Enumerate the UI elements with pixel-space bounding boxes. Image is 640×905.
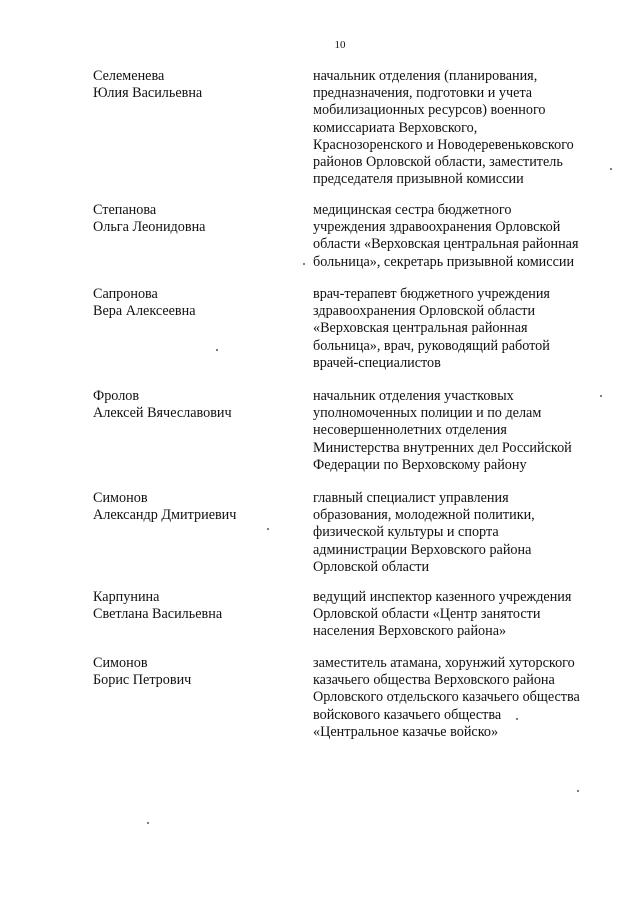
position-line: главный специалист управления — [313, 490, 509, 506]
scan-speck — [216, 349, 218, 351]
page-number: 10 — [334, 39, 346, 51]
scan-speck — [516, 718, 518, 720]
position-line: учреждения здравоохранения Орловской — [313, 219, 561, 236]
position-line: начальник отделения участковых — [313, 388, 514, 404]
member-given-names: Юлия Васильевна — [93, 85, 203, 102]
position-line: «Центральное казачье войско» — [313, 723, 499, 740]
position-line: председателя призывной комиссии — [313, 171, 524, 188]
member-name — [93, 655, 293, 689]
position-line: больница», врач, руководящий работой — [313, 337, 550, 354]
member-surname: Селеменева — [93, 68, 165, 84]
position-line: администрации Верховского района — [313, 541, 532, 558]
member-position — [313, 388, 613, 474]
member-name — [93, 490, 293, 524]
member-name — [93, 589, 293, 623]
position-line: ведущий инспектор казенного учреждения — [313, 589, 572, 605]
scan-speck — [577, 790, 579, 792]
position-line: образования, молодежной политики, — [313, 507, 535, 524]
member-surname: Карпунина — [93, 589, 160, 605]
position-line: предназначения, подготовки и учета — [313, 85, 533, 102]
scan-speck — [600, 395, 602, 397]
position-line: начальник отделения (планирования, — [313, 68, 538, 84]
position-line: несовершеннолетних отделения — [313, 422, 507, 439]
member-name — [93, 68, 293, 102]
position-line: Орловской области «Центр занятости — [313, 606, 541, 623]
member-name — [93, 202, 293, 236]
position-line: населения Верховского района» — [313, 623, 507, 640]
position-line: врачей-специалистов — [313, 354, 441, 371]
position-line: заместитель атамана, хорунжий хуторского — [313, 655, 575, 671]
member-surname: Симонов — [93, 655, 148, 671]
position-line: физической культуры и спорта — [313, 524, 499, 541]
member-position — [313, 490, 613, 576]
position-line: Орловской области — [313, 558, 430, 575]
member-given-names: Светлана Васильевна — [93, 606, 223, 623]
member-given-names: Алексей Вячеславович — [93, 405, 232, 422]
position-line: уполномоченных полиции и по делам — [313, 405, 542, 422]
position-line: Федерации по Верховскому району — [313, 456, 527, 473]
member-given-names: Борис Петрович — [93, 672, 192, 689]
member-position — [313, 589, 613, 641]
position-line: районов Орловской области, заместитель — [313, 154, 563, 171]
member-position — [313, 655, 613, 741]
member-position — [313, 286, 613, 372]
member-surname: Сапронова — [93, 286, 158, 302]
member-surname: Фролов — [93, 388, 140, 404]
member-position — [313, 202, 613, 271]
position-line: здравоохранения Орловской области — [313, 303, 536, 320]
position-line: Министерства внутренних дел Российской — [313, 439, 572, 456]
position-line: больница», секретарь призывной комиссии — [313, 253, 575, 270]
member-surname: Степанова — [93, 202, 157, 218]
scan-speck — [267, 528, 269, 530]
scan-speck — [303, 263, 305, 265]
member-name — [93, 388, 293, 422]
member-given-names: Вера Алексеевна — [93, 303, 196, 320]
position-line: врач-терапевт бюджетного учреждения — [313, 286, 550, 302]
position-line: войскового казачьего общества — [313, 706, 502, 723]
position-line: комиссариата Верховского, — [313, 119, 478, 136]
scan-speck — [610, 168, 612, 170]
member-surname: Симонов — [93, 490, 148, 506]
member-position — [313, 68, 613, 188]
scan-speck — [147, 822, 149, 824]
position-line: «Верховская центральная районная — [313, 320, 528, 337]
position-line: медицинская сестра бюджетного — [313, 202, 512, 218]
member-given-names: Ольга Леонидовна — [93, 219, 206, 236]
position-line: мобилизационных ресурсов) военного — [313, 102, 546, 119]
position-line: Краснозоренского и Новодеревеньковского — [313, 136, 574, 153]
member-given-names: Александр Дмитриевич — [93, 507, 237, 524]
position-line: области «Верховская центральная районная — [313, 236, 579, 253]
position-line: Орловского отдельского казачьего общества — [313, 689, 580, 706]
position-line: казачьего общества Верховского района — [313, 672, 555, 689]
member-name — [93, 286, 293, 320]
